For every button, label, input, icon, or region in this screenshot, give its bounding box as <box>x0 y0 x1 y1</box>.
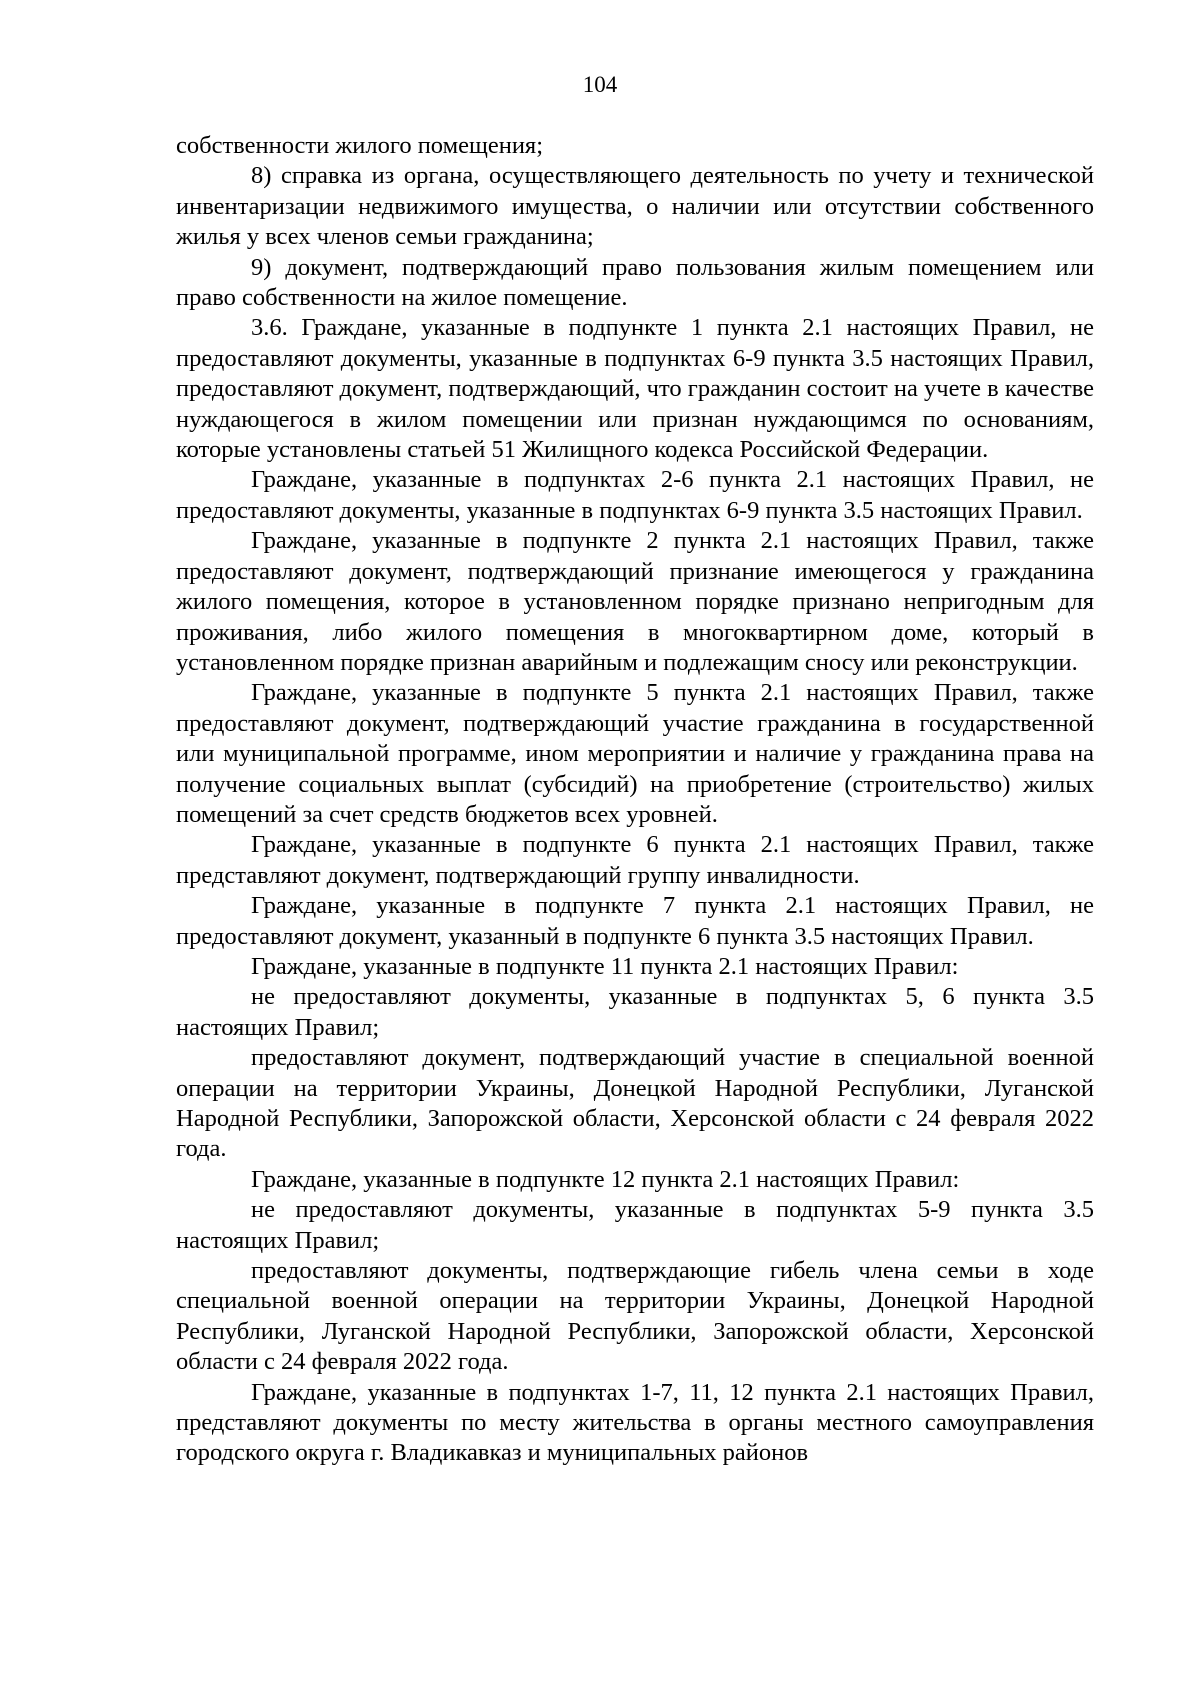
paragraph: предоставляют документ, подтверждающий участие в специальной военной операции на территории Украины, Донецкой Народной Республики, Луганской Народной Республики, Запорожской области, Херсонской области с 24 февраля 2022 года. <box>176 1044 1094 1163</box>
document-body <box>176 131 1094 1469</box>
paragraph-item-9: 9) документ, подтверждающий право пользования жилым помещением или право собственности на жилое помещение. <box>176 253 1094 312</box>
paragraph-3-6: 3.6. Граждане, указанные в подпункте 1 пункта 2.1 настоящих Правил, не предоставляют документы, указанные в подпунктах 6-9 пункта 3.5 настоящих Правил, предоставляют документ, подтверждающий, что гражданин состоит на учете в качестве нуждающегося в жилом помещении или признан нуждающимся по основаниям, которые установлены статьей 51 Жилищного кодекса Российской Федерации. <box>176 314 1094 464</box>
paragraph: Граждане, указанные в подпункте 12 пункта 2.1 настоящих Правил: <box>251 1165 960 1193</box>
paragraph: Граждане, указанные в подпунктах 2-6 пункта 2.1 настоящих Правил, не предоставляют документы, указанные в подпунктах 6-9 пункта 3.5 настоящих Правил. <box>176 466 1094 524</box>
paragraph: не предоставляют документы, указанные в подпунктах 5-9 пункта 3.5 настоящих Правил; <box>176 1196 1094 1254</box>
paragraph: не предоставляют документы, указанные в подпунктах 5, 6 пункта 3.5 настоящих Правил; <box>176 983 1094 1041</box>
page-number: 104 <box>582 72 618 97</box>
paragraph: Граждане, указанные в подпункте 5 пункта 2.1 настоящих Правил, также предоставляют документ, подтверждающий участие гражданина в государственной или муниципальной программе, ином мероприятии и наличие у гражданина права на получение социальных выплат (субсидий) на приобретение (строительство) жилых помещений за счет средств бюджетов всех уровней. <box>176 679 1094 828</box>
paragraph: Граждане, указанные в подпункте 11 пункта 2.1 настоящих Правил: <box>251 952 959 980</box>
paragraph: Граждане, указанные в подпункте 2 пункта 2.1 настоящих Правил, также предоставляют документ, подтверждающий признание имеющегося у гражданина жилого помещения, которое в установленном порядке признано непригодным для проживания, либо жилого помещения в многоквартирном доме, который в установленном порядке признан аварийным и подлежащим сносу или реконструкции. <box>176 527 1094 676</box>
paragraph-item-8: 8) справка из органа, осуществляющего деятельность по учету и технической инвентаризации недвижимого имущества, о наличии или отсутствии собственного жилья у всех членов семьи гражданина; <box>176 162 1094 251</box>
paragraph: предоставляют документы, подтверждающие гибель члена семьи в ходе специальной военной операции на территории Украины, Донецкой Народной Республики, Луганской Народной Республики, Запорожской области, Херсонской области с 24 февраля 2022 года. <box>176 1257 1094 1376</box>
paragraph: Граждане, указанные в подпунктах 1-7, 11, 12 пункта 2.1 настоящих Правил, представляют документы по месту жительства в органы местного самоуправления городского округа г. Владикавказ и муниципальных районов <box>176 1378 1094 1467</box>
paragraph-continuation: собственности жилого помещения; <box>176 132 544 159</box>
paragraph: Граждане, указанные в подпункте 6 пункта 2.1 настоящих Правил, также представляют документ, подтверждающий группу инвалидности. <box>176 831 1094 889</box>
paragraph: Граждане, указанные в подпункте 7 пункта 2.1 настоящих Правил, не предоставляют документ, указанный в подпункте 6 пункта 3.5 настоящих Правил. <box>176 892 1094 950</box>
